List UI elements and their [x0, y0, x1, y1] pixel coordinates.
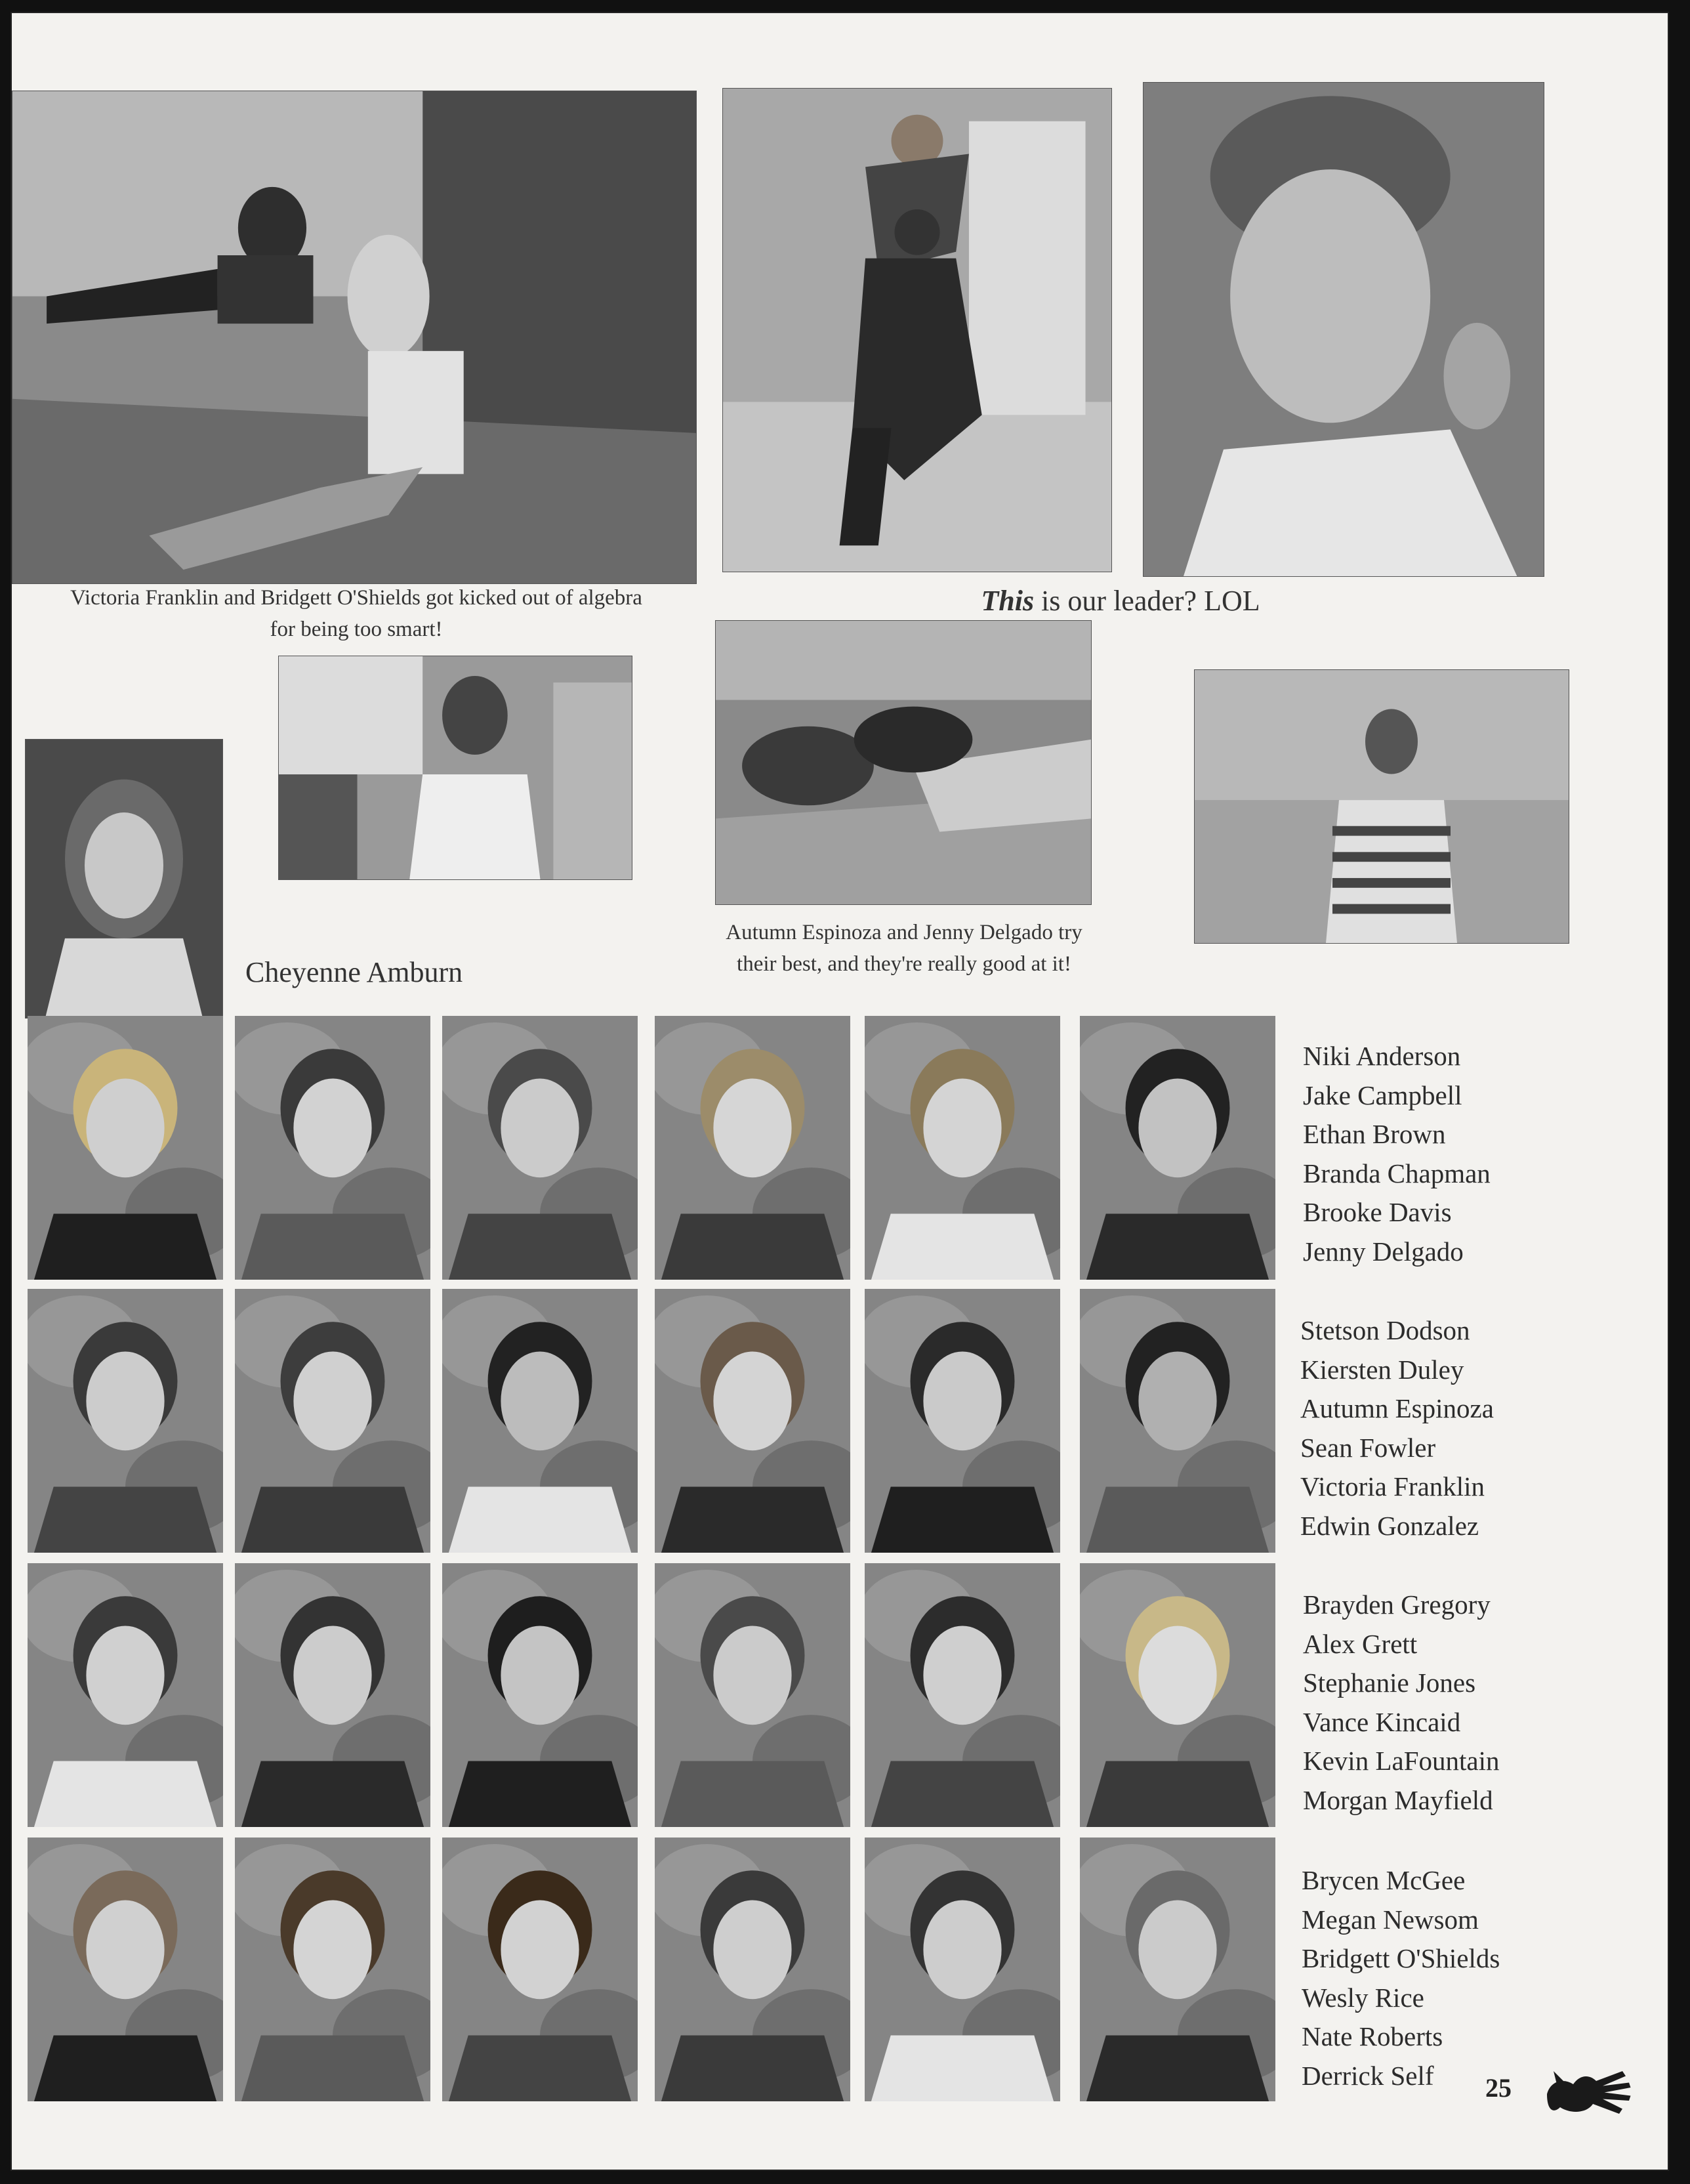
name-entry: Autumn Espinoza	[1300, 1393, 1494, 1423]
name-entry: Nate Roberts	[1302, 2021, 1443, 2051]
photo-cheyenne	[25, 739, 223, 1018]
student-portrait	[865, 1016, 1060, 1280]
names-row-2	[1300, 1311, 1494, 1545]
photo-algebra-hallway	[12, 91, 697, 584]
student-portrait	[235, 1016, 430, 1280]
caption-leader	[957, 580, 1285, 622]
student-portrait	[442, 1563, 638, 1827]
caption-leader-emphasis: This	[981, 585, 1035, 617]
student-portrait	[28, 1838, 223, 2101]
name-entry: Stephanie Jones	[1303, 1668, 1476, 1698]
student-portrait	[28, 1563, 223, 1827]
name-entry: Branda Chapman	[1303, 1158, 1491, 1188]
student-portrait	[235, 1563, 430, 1827]
name-entry: Vance Kincaid	[1303, 1706, 1461, 1737]
photo-curly-hair-boy	[1143, 82, 1544, 577]
name-entry: Jake Campbell	[1303, 1080, 1462, 1110]
student-portrait	[1080, 1289, 1275, 1553]
photo-sleeping-girls	[715, 620, 1092, 905]
names-row-1	[1303, 1037, 1491, 1271]
student-portrait	[655, 1563, 850, 1827]
names-row-4	[1302, 1861, 1500, 2095]
photo-striped-shirt-boy	[1194, 669, 1569, 944]
names-row-3	[1303, 1586, 1499, 1820]
student-portrait	[235, 1289, 430, 1553]
student-portrait	[655, 1289, 850, 1553]
student-portrait	[235, 1838, 430, 2101]
name-entry: Bridgett O'Shields	[1302, 1943, 1500, 1973]
caption-sleeping	[714, 917, 1094, 980]
page-number: 25	[1485, 2073, 1512, 2103]
student-portrait	[28, 1016, 223, 1280]
name-entry: Niki Anderson	[1303, 1041, 1461, 1071]
handprint-icon	[1540, 2065, 1639, 2117]
name-entry: Brycen McGee	[1302, 1865, 1466, 1895]
name-entry: Wesly Rice	[1302, 1982, 1424, 2013]
name-entry: Jenny Delgado	[1303, 1236, 1464, 1267]
name-entry: Stetson Dodson	[1300, 1315, 1470, 1345]
student-portrait	[1080, 1016, 1275, 1280]
caption-cheyenne: Cheyenne Amburn	[245, 956, 463, 988]
name-entry: Derrick Self	[1302, 2060, 1434, 2091]
name-entry: Alex Grett	[1303, 1628, 1418, 1659]
student-portrait	[1080, 1838, 1275, 2101]
student-portrait	[28, 1289, 223, 1553]
name-entry: Morgan Mayfield	[1303, 1784, 1493, 1815]
student-portrait	[865, 1563, 1060, 1827]
student-portrait	[442, 1289, 638, 1553]
yearbook-page	[10, 12, 1669, 2171]
student-portrait	[442, 1838, 638, 2101]
name-entry: Brooke Davis	[1303, 1197, 1452, 1227]
caption-leader-text: is our leader? LOL	[1034, 585, 1260, 617]
name-entry: Kiersten Duley	[1300, 1354, 1464, 1385]
caption-sleeping-line2: their best, and they're really good at it!	[737, 952, 1071, 976]
student-portrait	[655, 1838, 850, 2101]
name-entry: Kevin LaFountain	[1303, 1746, 1500, 1776]
student-portrait	[865, 1289, 1060, 1553]
name-entry: Ethan Brown	[1303, 1119, 1446, 1149]
name-entry: Megan Newsom	[1302, 1904, 1479, 1935]
student-portrait	[865, 1838, 1060, 2101]
caption-algebra-line1: Victoria Franklin and Bridgett O'Shields got kicked out of algebra	[70, 586, 642, 610]
student-portrait	[655, 1016, 850, 1280]
name-entry: Edwin Gonzalez	[1300, 1510, 1479, 1541]
photo-piggyback	[722, 88, 1112, 572]
caption-algebra-line2: for being too smart!	[270, 617, 443, 641]
student-portrait	[442, 1016, 638, 1280]
caption-sleeping-line1: Autumn Espinoza and Jenny Delgado try	[726, 921, 1082, 944]
name-entry: Brayden Gregory	[1303, 1589, 1491, 1620]
photo-library-boy	[278, 656, 632, 880]
caption-algebra	[25, 583, 688, 646]
name-entry: Victoria Franklin	[1300, 1471, 1485, 1502]
name-entry: Sean Fowler	[1300, 1432, 1436, 1463]
student-portrait	[1080, 1563, 1275, 1827]
